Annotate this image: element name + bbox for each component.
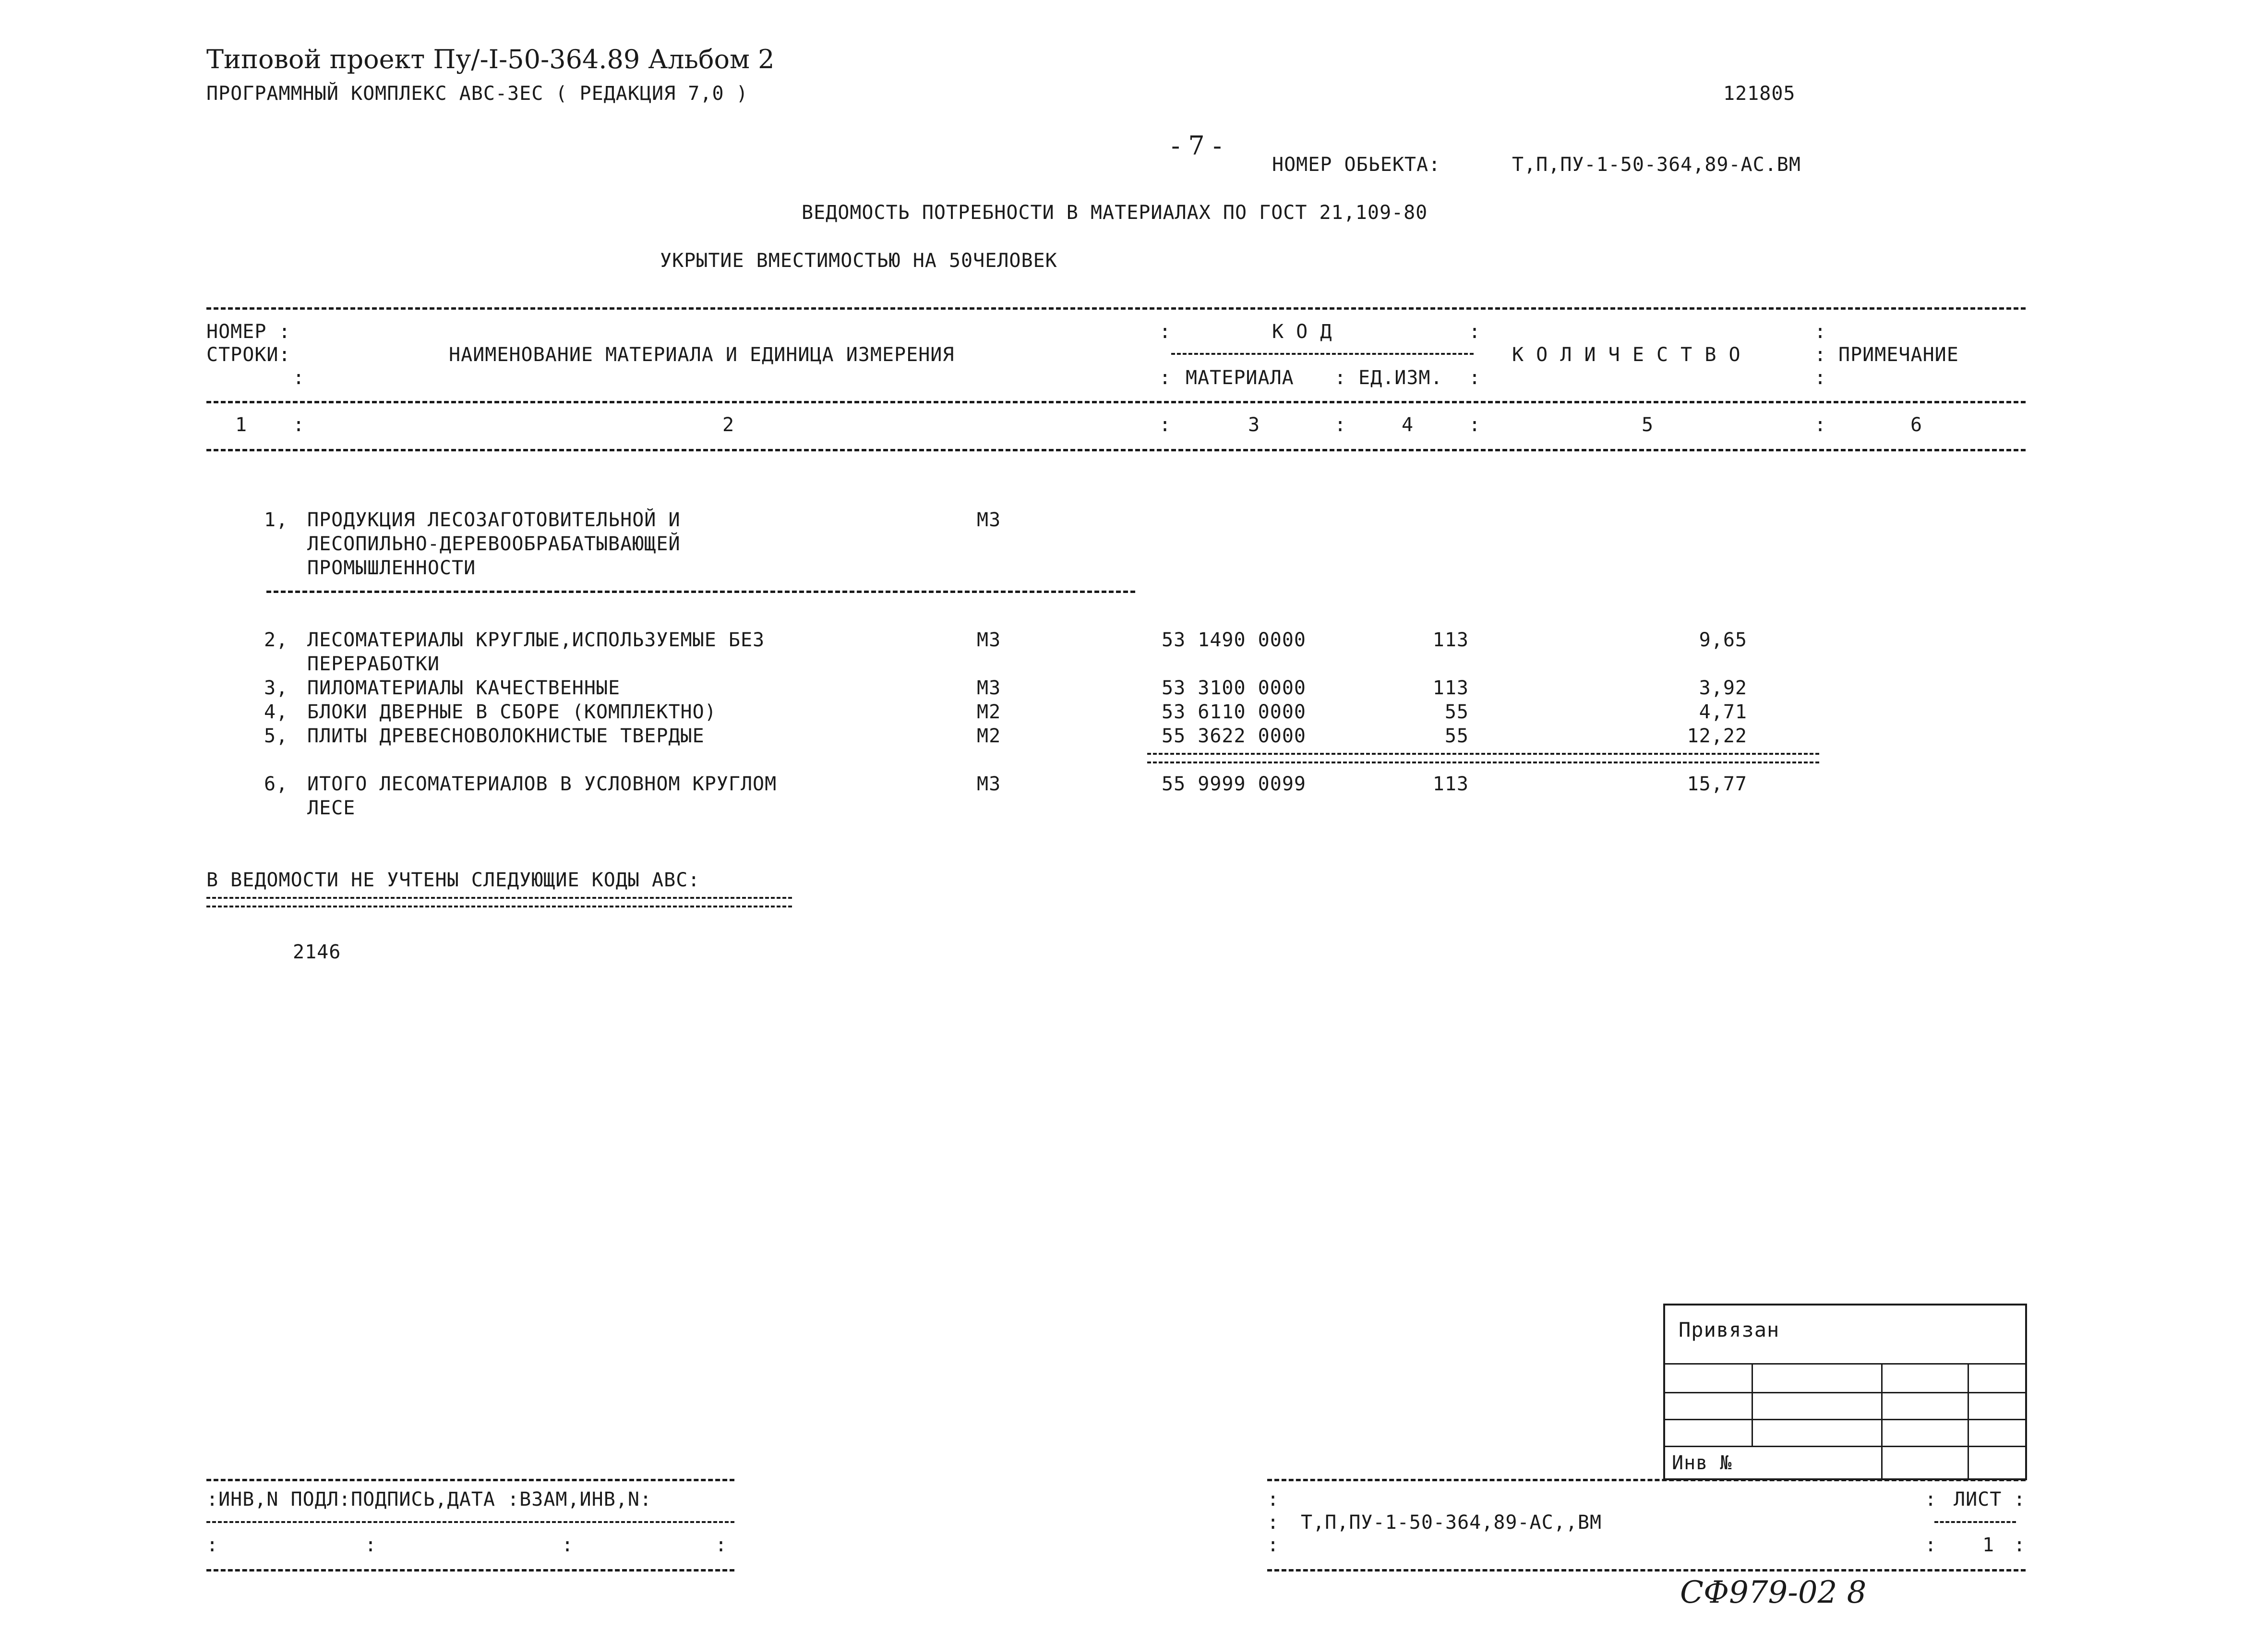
col-number-5: 5 (1642, 414, 1654, 436)
footer-left-top-rule (206, 1479, 734, 1481)
row-1-name-line2: ЛЕСОПИЛЬНО-ДЕРЕВООБРАБАТЫВАЮЩЕЙ (307, 533, 681, 555)
col-number-2: 2 (722, 414, 735, 436)
row-2-code: 53 1490 0000 (1162, 629, 1306, 651)
footer-sign-header: :ИНВ,N ПОДЛ:ПОДПИСЬ,ДАТА :ВЗАМ,ИНВ,N: (206, 1488, 652, 1511)
table-top-rule (206, 307, 2026, 310)
row-2-unit-code: 113 (1432, 629, 1469, 651)
row-4-name-line1: БЛОКИ ДВЕРНЫЕ В СБОРЕ (КОМПЛЕКТНО) (307, 701, 717, 723)
object-value: Т,П,ПУ-1-50-364,89-АС.ВМ (1512, 154, 1801, 176)
row-1-unit: М3 (977, 509, 1001, 531)
software-line: ПРОГРАММНЫЙ КОМПЛЕКС АВС-3ЕС ( РЕДАКЦИЯ 7,0 ) (206, 83, 748, 105)
row-5-code: 55 3622 0000 (1162, 725, 1306, 747)
row-5-num: 5, (264, 725, 288, 747)
footer-sheet-label: ЛИСТ (1954, 1488, 2002, 1511)
row-5-unit: М2 (977, 725, 1001, 747)
col1-header-line3: : (293, 367, 305, 389)
row-2-name-line1: ЛЕСОМАТЕРИАЛЫ КРУГЛЫЕ,ИСПОЛЬЗУЕМЫЕ БЕЗ (307, 629, 765, 651)
not-counted-double-rule (206, 897, 792, 907)
row-3-unit: М3 (977, 677, 1001, 699)
col1-header-line2: СТРОКИ: (206, 344, 291, 366)
row-1-underline (266, 591, 1135, 593)
row-1-num: 1, (264, 509, 288, 531)
row-6-code: 55 9999 0099 (1162, 773, 1306, 795)
col2-header: НАИМЕНОВАНИЕ МАТЕРИАЛА И ЕДИНИЦА ИЗМЕРЕНИЯ (449, 344, 955, 366)
row-2-quantity: 9,65 (1699, 629, 1747, 651)
row-2-name-line2: ПЕРЕРАБОТКИ (307, 653, 440, 675)
row-6-name-line1: ИТОГО ЛЕСОМАТЕРИАЛОВ В УСЛОВНОМ КРУГЛОМ (307, 773, 777, 795)
row-3-code: 53 3100 0000 (1162, 677, 1306, 699)
stamp-privyazan-label: Привязан (1679, 1318, 1780, 1342)
project-line: Типовой проект Пу/-I-50-364.89 Альбом 2 (206, 44, 775, 74)
not-counted-code: 2146 (293, 941, 341, 963)
footer-doc-code: Т,П,ПУ-1-50-364,89-АС,,ВМ (1301, 1511, 1602, 1534)
col6-header: ПРИМЕЧАНИЕ (1838, 344, 1959, 366)
code-group-header: К О Д (1272, 321, 1332, 343)
page-subtitle: УКРЫТИЕ ВМЕСТИМОСТЬЮ НА 50ЧЕЛОВЕК (660, 250, 1057, 272)
total-double-rule (1147, 753, 1819, 763)
row-4-code: 53 6110 0000 (1162, 701, 1306, 723)
row-6-unit-code: 113 (1432, 773, 1469, 795)
row-6-quantity: 15,77 (1687, 773, 1747, 795)
row-4-unit-code: 55 (1444, 701, 1469, 723)
footer-left-mid-rule (206, 1521, 734, 1523)
row-3-num: 3, (264, 677, 288, 699)
row-5-unit-code: 55 (1444, 725, 1469, 747)
document-number: 121805 (1723, 83, 1796, 105)
object-label: НОМЕР ОБЬЕКТА: (1272, 154, 1441, 176)
row-2-num: 2, (264, 629, 288, 651)
page-title: ВЕДОМОСТЬ ПОТРЕБНОСТИ В МАТЕРИАЛАХ ПО ГОСТ 21,109-80 (802, 202, 1428, 224)
row-3-unit-code: 113 (1432, 677, 1469, 699)
row-3-quantity: 3,92 (1699, 677, 1747, 699)
row-4-quantity: 4,71 (1699, 701, 1747, 723)
row-5-name-line1: ПЛИТЫ ДРЕВЕСНОВОЛОКНИСТЫЕ ТВЕРДЫЕ (307, 725, 705, 747)
col4-header: ЕД.ИЗМ. (1358, 367, 1443, 389)
binding-stamp (1663, 1304, 2027, 1480)
row-6-unit: М3 (977, 773, 1001, 795)
col-number-1: 1 (235, 414, 248, 436)
page-mark: - 7 - (1171, 131, 1222, 161)
row-1-name-line1: ПРОДУКЦИЯ ЛЕСОЗАГОТОВИТЕЛЬНОЙ И (307, 509, 681, 531)
stamp-inv-label: Инв № (1672, 1452, 1732, 1474)
row-1-name-line3: ПРОМЫШЛЕННОСТИ (307, 557, 476, 579)
row-3-name-line1: ПИЛОМАТЕРИАЛЫ КАЧЕСТВЕННЫЕ (307, 677, 621, 699)
column-numbers-rule (206, 449, 2026, 451)
col-number-4: 4 (1402, 414, 1414, 436)
code-group-rule (1171, 353, 1474, 355)
row-5-quantity: 12,22 (1687, 725, 1747, 747)
footer-sheet-number: 1 (1982, 1534, 1995, 1556)
row-6-num: 6, (264, 773, 288, 795)
row-2-unit: М3 (977, 629, 1001, 651)
footer-left-bottom-rule (206, 1569, 734, 1571)
header-rule (206, 401, 2026, 403)
footer-right-top-rule (1267, 1479, 2026, 1481)
not-counted-label: В ВЕДОМОСТИ НЕ УЧТЕНЫ СЛЕДУЮЩИЕ КОДЫ АВС: (206, 869, 700, 891)
col5-header: К О Л И Ч Е С Т В О (1512, 344, 1741, 366)
col-number-6: 6 (1910, 414, 1923, 436)
col3-header: МАТЕРИАЛА (1186, 367, 1294, 389)
row-6-name-line2: ЛЕСЕ (307, 797, 356, 819)
footer-right-bottom-rule (1267, 1569, 2026, 1571)
row-4-num: 4, (264, 701, 288, 723)
handwritten-note: СФ979-02 8 (1680, 1575, 1867, 1610)
row-4-unit: М2 (977, 701, 1001, 723)
col1-header-line1: НОМЕР : (206, 321, 291, 343)
col-number-3: 3 (1248, 414, 1260, 436)
